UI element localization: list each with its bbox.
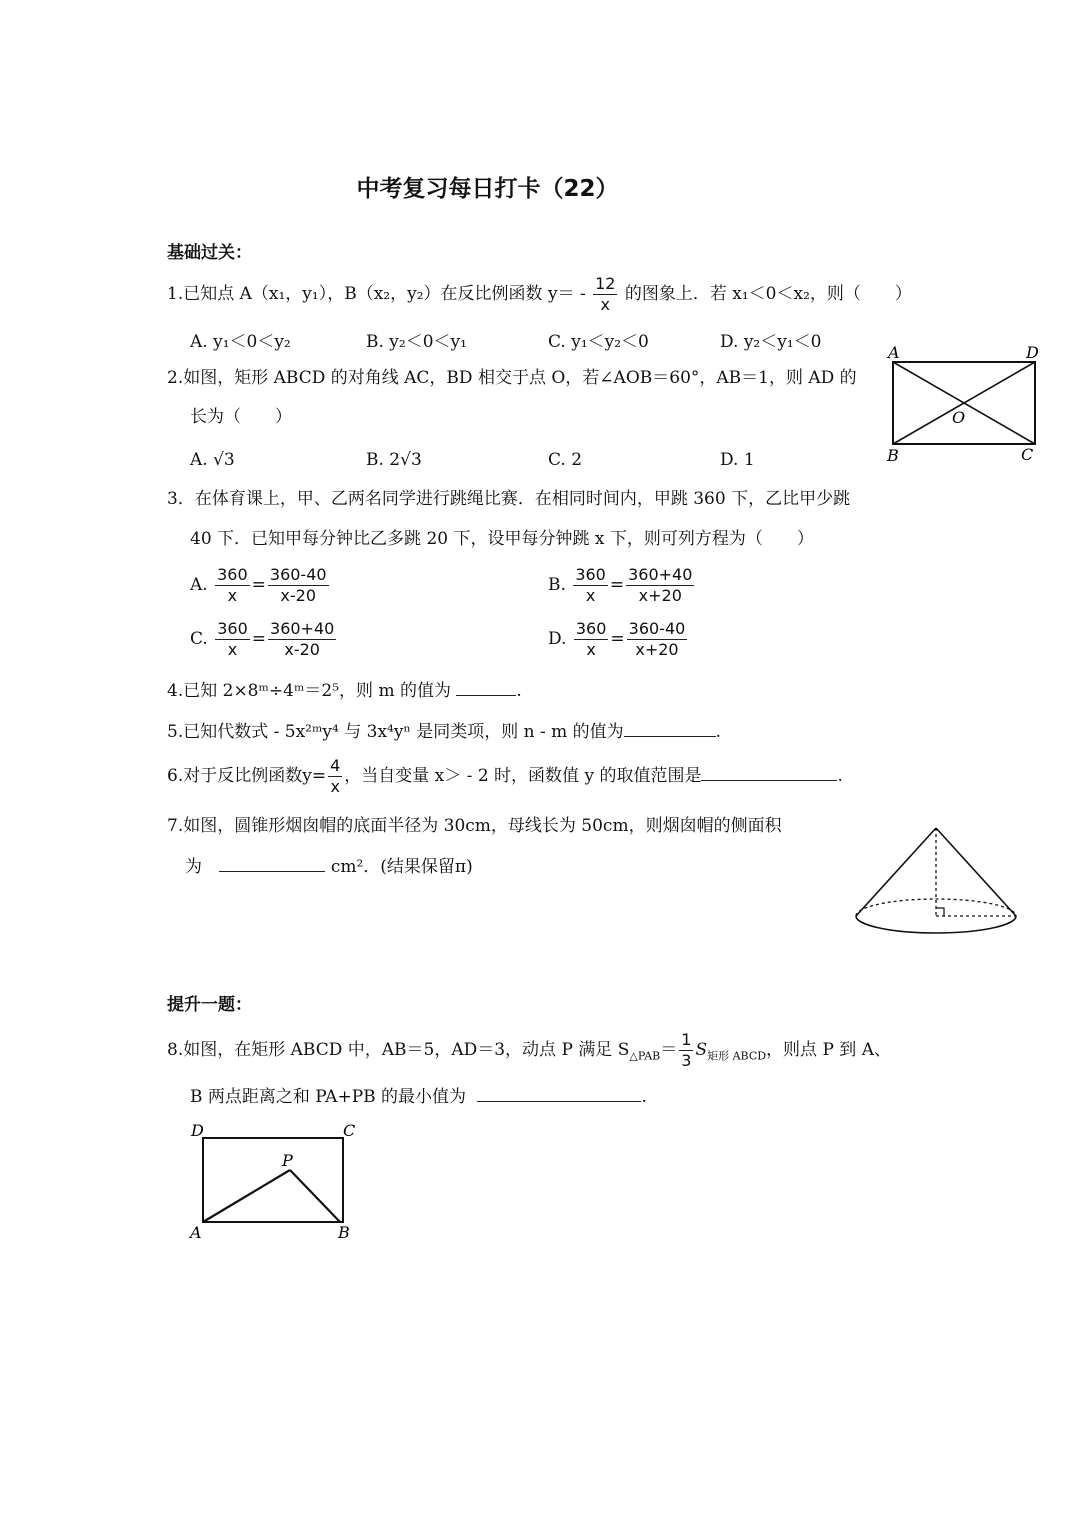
fraction-numerator: 360-40: [628, 619, 686, 638]
question-8-fraction: [679, 1030, 693, 1071]
q2-option-c: C. 2: [548, 450, 583, 470]
q3-option-d: [548, 619, 689, 660]
fraction-denominator: x: [586, 640, 596, 659]
question-4: [167, 679, 522, 702]
rectangle-diagonals-figure: [880, 340, 1050, 465]
q2-option-b: B. 2√3: [366, 450, 422, 470]
question-6-fraction: [328, 756, 342, 797]
label-b: B: [338, 1223, 350, 1242]
fraction-denominator: x: [227, 586, 238, 605]
question-2-line-2: 长为（ ）: [190, 407, 292, 427]
period: .: [715, 722, 722, 742]
period: .: [837, 766, 843, 786]
question-7-line-1: 7.如图，圆锥形烟囱帽的底面半径为 30cm，母线长为 50cm，则烟囱帽的侧面积: [167, 816, 782, 836]
label-b: B: [887, 446, 899, 465]
question-8-line-1: [167, 1030, 891, 1071]
question-7-text: 为: [185, 857, 202, 877]
equals-sign: =: [251, 629, 267, 649]
option-label: C.: [190, 629, 208, 649]
right-angle-mark: [936, 908, 944, 916]
q1-option-a: A. y₁＜0＜y₂: [190, 332, 291, 352]
question-5: [167, 720, 721, 743]
label-p: P: [282, 1151, 293, 1170]
fraction-numerator: 360: [217, 619, 248, 638]
page-title: 中考复习每日打卡（22）: [356, 176, 619, 202]
fraction-numerator: 360: [575, 565, 606, 584]
fraction-denominator: x: [600, 295, 611, 314]
answer-blank[interactable]: [624, 720, 716, 737]
area-subscript-rect: 矩形 ABCD: [707, 1049, 767, 1063]
option-label: D.: [548, 629, 567, 649]
answer-blank[interactable]: [477, 1085, 641, 1102]
label-d: D: [1026, 343, 1039, 362]
segment-pb: [290, 1170, 340, 1222]
cone-figure: [848, 820, 1028, 945]
fraction-denominator: x-20: [284, 640, 320, 659]
question-7-unit: cm²．(结果保留π): [330, 857, 473, 877]
question-8-line-2: [190, 1085, 647, 1108]
fraction-denominator: x+20: [635, 640, 679, 659]
fraction-denominator: x: [330, 777, 340, 796]
fraction-numerator: 360: [217, 565, 248, 584]
question-8-text-end: ，则点 P 到 A、: [766, 1040, 891, 1060]
fraction-numerator: 1: [681, 1030, 692, 1049]
question-1-fraction: [593, 274, 617, 315]
answer-blank[interactable]: [219, 855, 325, 872]
label-d: D: [191, 1121, 204, 1140]
q1-option-c: C. y₁＜y₂＜0: [548, 332, 649, 352]
equals-sign: =: [251, 575, 266, 595]
label-o: O: [952, 408, 966, 427]
question-6-text-end: ，当自变量 x＞ - 2 时，函数值 y 的取值范围是: [344, 766, 702, 786]
fraction-numerator: 12: [595, 274, 616, 293]
equals-sign: ＝: [660, 1040, 678, 1060]
q3-option-b: [548, 565, 696, 606]
function-y: y=: [302, 766, 327, 786]
area-symbol: S: [695, 1040, 708, 1060]
question-3-line-2: 40 下．已知甲每分钟比乙多跳 20 下，设甲每分钟跳 x 下，则可列方程为（ ）: [190, 529, 814, 549]
fraction-numerator: 360+40: [270, 619, 335, 638]
cone-slant-right: [936, 828, 1016, 916]
q3-option-a: [190, 565, 331, 606]
option-label: B.: [548, 575, 566, 595]
question-4-text: 4.已知 2×8ᵐ÷4ᵐ＝2⁵，则 m 的值为: [167, 681, 451, 701]
fraction-denominator: x: [585, 586, 596, 605]
answer-blank[interactable]: [701, 764, 837, 781]
question-7-line-2: [185, 855, 473, 878]
period: .: [641, 1087, 647, 1107]
label-c: C: [343, 1121, 356, 1140]
question-6-text: 6.对于反比例函数: [167, 766, 303, 786]
question-1-text: 1.已知点 A（x₁，y₁），B（x₂，y₂）在反比例函数 y＝ -: [167, 284, 586, 304]
question-1: [167, 274, 912, 315]
question-8-text-2: B 两点距离之和 PA+PB 的最小值为: [190, 1087, 467, 1107]
equals-sign: =: [609, 575, 625, 595]
fraction-numerator: 360: [575, 619, 607, 638]
fraction-denominator: x-20: [280, 586, 317, 605]
fraction-denominator: x: [227, 640, 238, 659]
fraction-numerator: 4: [330, 756, 341, 775]
label-a: A: [888, 343, 900, 362]
fraction-denominator: x+20: [638, 586, 682, 605]
period: .: [516, 681, 522, 701]
question-8-text: 8.如图，在矩形 ABCD 中，AB＝5，AD＝3，动点 P 满足 S: [167, 1040, 630, 1060]
section-heading-basic: 基础过关：: [167, 243, 252, 263]
section-heading-advanced: 提升一题：: [167, 995, 252, 1015]
question-2-line-1: 2.如图，矩形 ABCD 的对角线 AC，BD 相交于点 O，若∠AOB＝60°，AB＝1，则 AD 的: [167, 368, 857, 388]
rectangle-point-p-figure: [185, 1118, 370, 1243]
fraction-numerator: 360-40: [269, 565, 327, 584]
question-6: [167, 756, 843, 797]
equals-sign: =: [610, 629, 625, 649]
cone-base-front: [856, 916, 1016, 933]
option-label: A.: [190, 575, 208, 595]
label-a: A: [190, 1223, 202, 1242]
question-3-line-1: 3．在体育课上，甲、乙两名同学进行跳绳比赛．在相同时间内，甲跳 360 下，乙比甲少跳: [167, 489, 851, 509]
answer-blank[interactable]: [456, 679, 516, 696]
question-5-text: 5.已知代数式 - 5x²ᵐy⁴ 与 3x⁴yⁿ 是同类项，则 n - m 的值为: [167, 722, 624, 742]
q1-option-d: D. y₂＜y₁＜0: [720, 332, 822, 352]
cone-slant-left: [856, 828, 936, 916]
q1-option-b: B. y₂＜0＜y₁: [366, 332, 467, 352]
question-1-text-end: 的图象上．若 x₁＜0＜x₂，则（ ）: [624, 284, 912, 304]
label-c: C: [1021, 445, 1034, 464]
area-subscript-pab: △PAB: [629, 1049, 661, 1063]
segment-pa: [203, 1170, 290, 1222]
fraction-denominator: 3: [681, 1051, 692, 1070]
q3-option-c: [190, 619, 338, 660]
q2-option-d: D. 1: [720, 450, 755, 470]
fraction-numerator: 360+40: [628, 565, 693, 584]
q2-option-a: A. √3: [190, 450, 235, 470]
